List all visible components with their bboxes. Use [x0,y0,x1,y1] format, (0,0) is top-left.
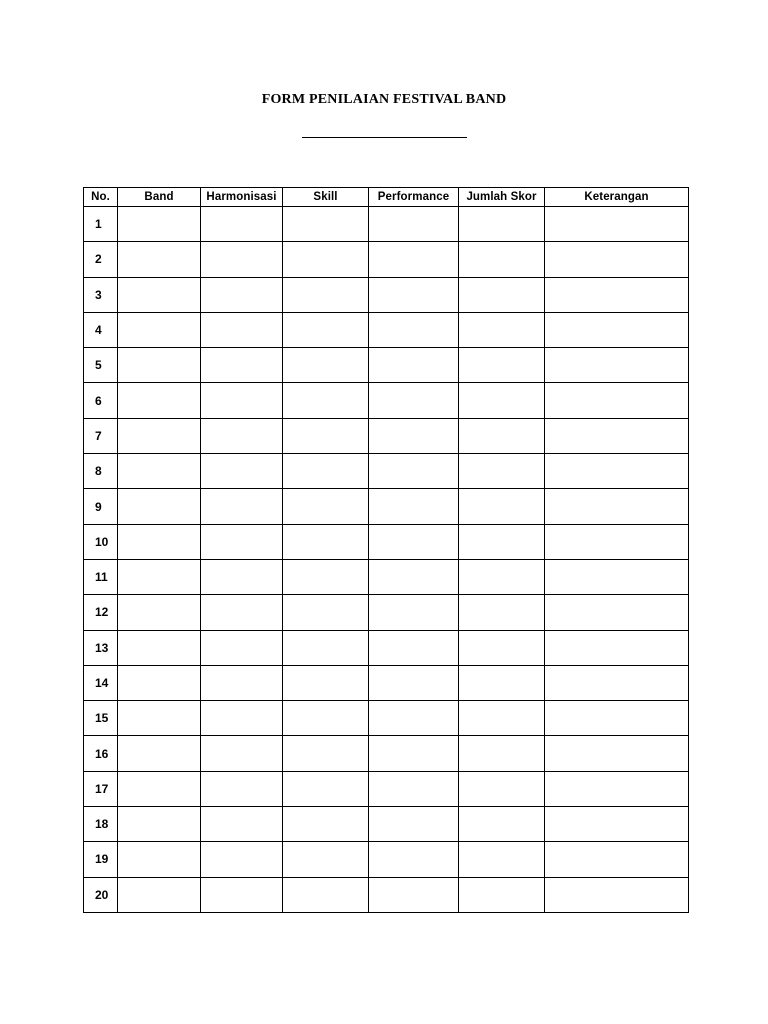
keterangan-cell [545,771,689,806]
keterangan-cell [545,736,689,771]
keterangan-cell [545,277,689,312]
row-number: 16 [84,736,118,771]
harmonisasi-cell [201,630,283,665]
harmonisasi-cell [201,242,283,277]
band-cell [118,807,201,842]
keterangan-cell [545,842,689,877]
row-number: 7 [84,418,118,453]
keterangan-cell [545,454,689,489]
band-cell [118,842,201,877]
keterangan-cell [545,348,689,383]
keterangan-cell [545,559,689,594]
header-harmonisasi: Harmonisasi [201,188,283,207]
row-number: 11 [84,559,118,594]
jumlah-skor-cell [459,595,545,630]
row-number: 15 [84,701,118,736]
keterangan-cell [545,630,689,665]
table-row [84,277,689,312]
skill-cell [283,877,369,912]
skill-cell [283,559,369,594]
skill-cell [283,418,369,453]
jumlah-skor-cell [459,630,545,665]
keterangan-cell [545,807,689,842]
harmonisasi-cell [201,524,283,559]
row-number: 6 [84,383,118,418]
table-row [84,595,689,630]
keterangan-cell [545,207,689,242]
header-performance: Performance [369,188,459,207]
keterangan-cell [545,701,689,736]
table-row [84,665,689,700]
performance-cell [369,701,459,736]
jumlah-skor-cell [459,242,545,277]
keterangan-cell [545,242,689,277]
event-name-blank-line [302,137,467,138]
keterangan-cell [545,524,689,559]
skill-cell [283,277,369,312]
row-number: 20 [84,877,118,912]
skill-cell [283,630,369,665]
skill-cell [283,454,369,489]
jumlah-skor-cell [459,383,545,418]
jumlah-skor-cell [459,559,545,594]
table-row [84,630,689,665]
table-row [84,348,689,383]
table-row [84,701,689,736]
skill-cell [283,665,369,700]
performance-cell [369,207,459,242]
performance-cell [369,489,459,524]
harmonisasi-cell [201,807,283,842]
band-cell [118,665,201,700]
band-cell [118,277,201,312]
table-row [84,771,689,806]
harmonisasi-cell [201,559,283,594]
skill-cell [283,807,369,842]
jumlah-skor-cell [459,524,545,559]
skill-cell [283,771,369,806]
score-table [83,187,689,913]
band-cell [118,242,201,277]
skill-cell [283,595,369,630]
skill-cell [283,842,369,877]
jumlah-skor-cell [459,701,545,736]
performance-cell [369,383,459,418]
table-row [84,489,689,524]
jumlah-skor-cell [459,771,545,806]
performance-cell [369,312,459,347]
band-cell [118,489,201,524]
band-cell [118,736,201,771]
table-row [84,842,689,877]
keterangan-cell [545,312,689,347]
harmonisasi-cell [201,312,283,347]
jumlah-skor-cell [459,418,545,453]
table-row [84,418,689,453]
jumlah-skor-cell [459,877,545,912]
harmonisasi-cell [201,736,283,771]
harmonisasi-cell [201,418,283,453]
performance-cell [369,771,459,806]
keterangan-cell [545,665,689,700]
table-row [84,807,689,842]
skill-cell [283,312,369,347]
band-cell [118,559,201,594]
skill-cell [283,383,369,418]
band-cell [118,701,201,736]
band-cell [118,312,201,347]
band-cell [118,771,201,806]
jumlah-skor-cell [459,348,545,383]
row-number: 17 [84,771,118,806]
harmonisasi-cell [201,454,283,489]
table-header-row [84,188,689,207]
row-number: 1 [84,207,118,242]
band-cell [118,348,201,383]
band-cell [118,418,201,453]
harmonisasi-cell [201,383,283,418]
band-cell [118,630,201,665]
performance-cell [369,595,459,630]
row-number: 8 [84,454,118,489]
harmonisasi-cell [201,665,283,700]
band-cell [118,595,201,630]
performance-cell [369,877,459,912]
skill-cell [283,348,369,383]
header-band: Band [118,188,201,207]
keterangan-cell [545,383,689,418]
harmonisasi-cell [201,877,283,912]
table-row [84,559,689,594]
table-row [84,383,689,418]
performance-cell [369,524,459,559]
row-number: 13 [84,630,118,665]
row-number: 19 [84,842,118,877]
row-number: 14 [84,665,118,700]
table-row [84,877,689,912]
band-cell [118,207,201,242]
harmonisasi-cell [201,489,283,524]
row-number: 10 [84,524,118,559]
row-number: 12 [84,595,118,630]
harmonisasi-cell [201,277,283,312]
performance-cell [369,559,459,594]
table-row [84,454,689,489]
jumlah-skor-cell [459,277,545,312]
performance-cell [369,277,459,312]
harmonisasi-cell [201,701,283,736]
performance-cell [369,348,459,383]
keterangan-cell [545,418,689,453]
jumlah-skor-cell [459,312,545,347]
table-row [84,524,689,559]
row-number: 3 [84,277,118,312]
table-row [84,736,689,771]
skill-cell [283,207,369,242]
jumlah-skor-cell [459,207,545,242]
skill-cell [283,489,369,524]
jumlah-skor-cell [459,736,545,771]
skill-cell [283,701,369,736]
performance-cell [369,807,459,842]
form-title: FORM PENILAIAN FESTIVAL BAND [261,92,507,107]
performance-cell [369,418,459,453]
performance-cell [369,665,459,700]
performance-cell [369,630,459,665]
table-row [84,312,689,347]
performance-cell [369,242,459,277]
skill-cell [283,524,369,559]
jumlah-skor-cell [459,454,545,489]
skill-cell [283,242,369,277]
band-cell [118,877,201,912]
performance-cell [369,454,459,489]
band-cell [118,454,201,489]
jumlah-skor-cell [459,842,545,877]
keterangan-cell [545,489,689,524]
header-no: No. [84,188,118,207]
harmonisasi-cell [201,348,283,383]
keterangan-cell [545,595,689,630]
performance-cell [369,736,459,771]
band-cell [118,524,201,559]
row-number: 18 [84,807,118,842]
header-skill: Skill [283,188,369,207]
jumlah-skor-cell [459,489,545,524]
jumlah-skor-cell [459,665,545,700]
table-row [84,207,689,242]
performance-cell [369,842,459,877]
header-keterangan: Keterangan [545,188,689,207]
skill-cell [283,736,369,771]
harmonisasi-cell [201,207,283,242]
jumlah-skor-cell [459,807,545,842]
row-number: 9 [84,489,118,524]
table-row [84,242,689,277]
header-jumlah-skor: Jumlah Skor [459,188,545,207]
keterangan-cell [545,877,689,912]
band-cell [118,383,201,418]
harmonisasi-cell [201,771,283,806]
harmonisasi-cell [201,595,283,630]
row-number: 2 [84,242,118,277]
row-number: 4 [84,312,118,347]
row-number: 5 [84,348,118,383]
harmonisasi-cell [201,842,283,877]
